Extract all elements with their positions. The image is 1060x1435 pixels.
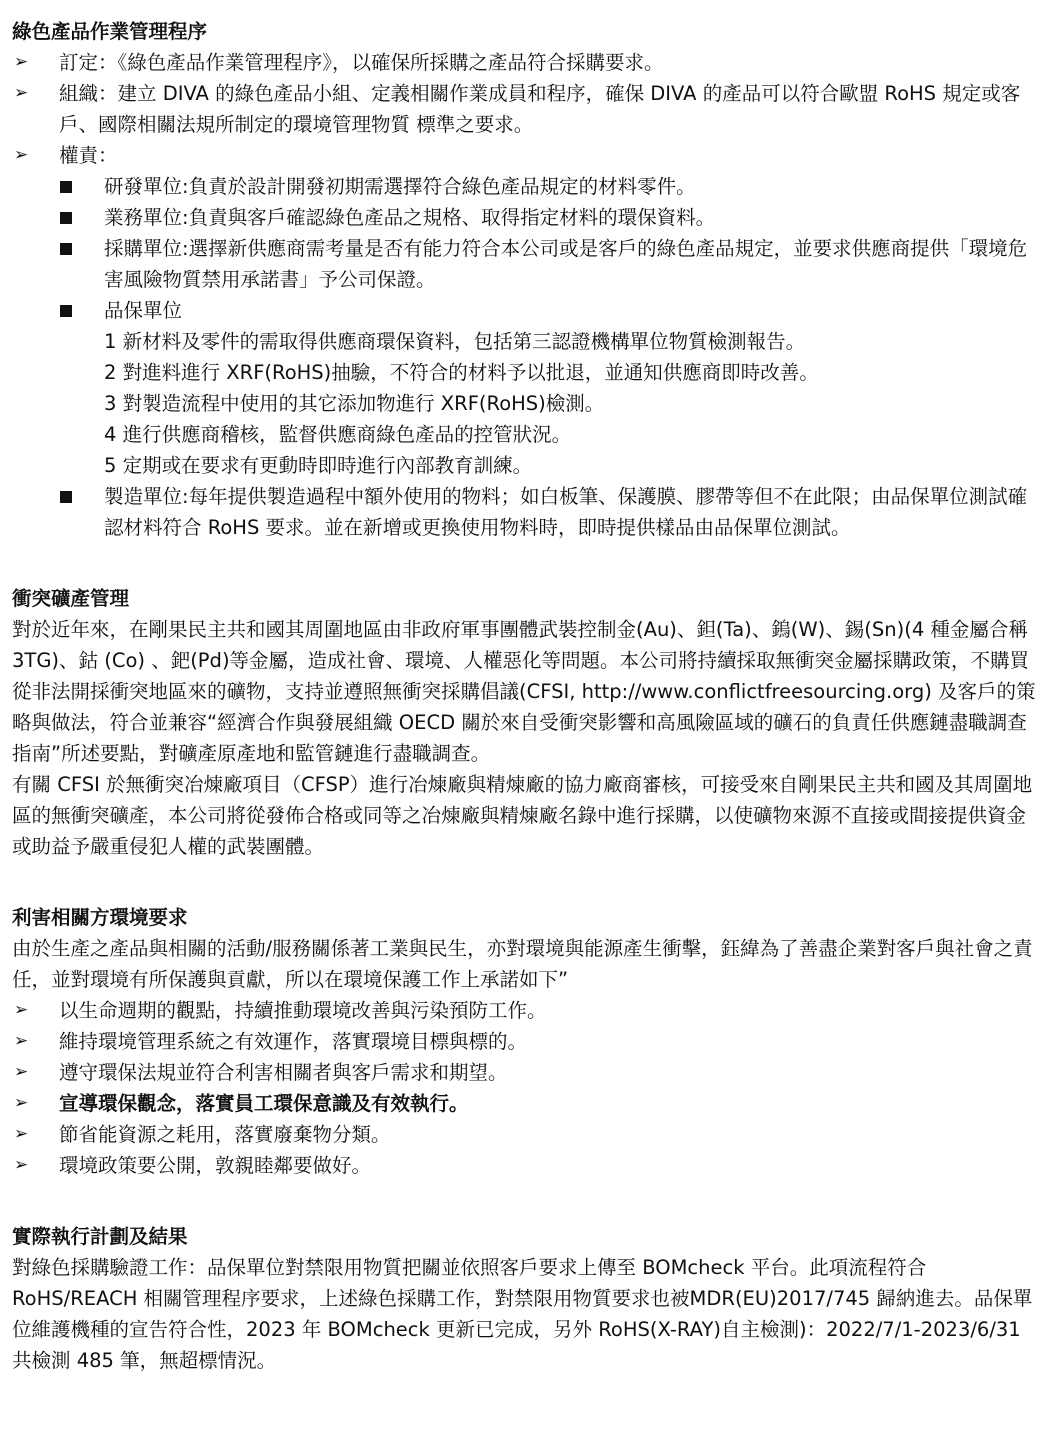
list-item-text: 組織：建立 DIVA 的綠色產品小組、定義相關作業成員和程序，確保 DIVA 的產品可以符合歐盟 RoHS 規定或客戶、國際相關法規所制定的環境管理物質 標準之要求。 — [59, 82, 1021, 136]
qa-step: 4 進行供應商稽核，監督供應商綠色產品的控管狀況。 — [104, 423, 572, 446]
arrow-bullet-icon: ➢ — [14, 145, 29, 165]
section-title-implementation-results: 實際執行計劃及結果 — [12, 1225, 188, 1248]
square-bullet-icon — [60, 491, 72, 503]
square-bullet-icon — [60, 212, 72, 224]
section-title-conflict-minerals: 衝突礦產管理 — [12, 587, 130, 610]
qa-step: 2 對進料進行 XRF(RoHS)抽驗，不符合的材料予以批退，並通知供應商即時改善。 — [104, 361, 819, 384]
list-item — [12, 1057, 1038, 1088]
duty-text: 研發單位:負責於設計開發初期需選擇符合綠色產品規定的材料零件。 — [104, 175, 696, 198]
arrow-bullet-icon: ➢ — [14, 83, 29, 103]
list-item-text: 遵守環保法規並符合利害相關者與客戶需求和期望。 — [59, 1061, 508, 1084]
stakeholder-intro: 由於生產之產品與相關的活動/服務關係著工業與民生，亦對環境與能源產生衝擊，鈺緯為了善盡企業對客戶與社會之責任，並對環境有所保護與貢獻，所以在環境保護工作上承諾如下” — [12, 937, 1033, 991]
duty-item — [12, 233, 1038, 295]
list-item — [12, 1119, 1038, 1150]
arrow-bullet-icon: ➢ — [14, 1124, 29, 1144]
duty-text: 製造單位:每年提供製造過程中額外使用的物料；如白板筆、保護膜、膠帶等但不在此限；由品保單位測試確認材料符合 RoHS 要求。並在新增或更換使用物料時，即時提供樣品由品保單位測試。 — [104, 485, 1028, 539]
cfsp-paragraph: 有關 CFSI 於無衝突冶煉廠項目（CFSP）進行冶煉廠與精煉廠的協力廠商審核，可接受來自剛果民主共和國及其周圍地區的無衝突礦產，本公司將從發佈合格或同等之冶煉廠與精煉廠名錄中進行採購，以使礦物來源不直接或間接提供資金或助益予嚴重侵犯人權的武裝團體。 — [12, 773, 1033, 858]
qa-step: 3 對製造流程中使用的其它添加物進行 XRF(RoHS)檢測。 — [104, 392, 605, 415]
list-item-text: 宣導環保觀念，落實員工環保意識及有效執行。 — [59, 1092, 469, 1115]
duty-text: 品保單位 — [104, 299, 183, 322]
list-item-text: 維持環境管理系統之有效運作，落實環境目標與標的。 — [59, 1030, 528, 1053]
square-bullet-icon — [60, 243, 72, 255]
list-item — [12, 1088, 1038, 1119]
conflict-minerals-paragraph: 對於近年來，在剛果民主共和國其周圍地區由非政府軍事團體武裝控制金(Au)、鉭(Ta)、鎢(W)、錫(Sn)(4 種金屬合稱 3TG)、鈷 (Co) 、鈀(Pd)等金屬，造成社會、環境、人權惡化等問題。本公司將持續採取無衝突金屬採購政策，不購買從非法開採衝突地區來的礦物，支持並遵照無衝突採購倡議(CFSI, http://www.conflictfreesourcing.org) 及客戶的策略與做法，符合並兼容“經濟合作與發展組織 OECD 關於來自受衝突影響和高風險區域的礦石的負責任供應鏈盡職調查指南”所述要點，對礦產原產地和監管鏈進行盡職調查。 — [12, 618, 1036, 765]
list-item — [12, 1026, 1038, 1057]
arrow-bullet-icon: ➢ — [14, 1155, 29, 1175]
duty-item — [12, 481, 1038, 543]
duty-item — [12, 171, 1038, 202]
list-item — [12, 140, 1038, 171]
list-item — [12, 78, 1038, 140]
arrow-bullet-icon: ➢ — [14, 1031, 29, 1051]
arrow-bullet-icon: ➢ — [14, 1062, 29, 1082]
list-item — [12, 995, 1038, 1026]
duty-text: 業務單位:負責與客戶確認綠色產品之規格、取得指定材料的環保資料。 — [104, 206, 716, 229]
implementation-paragraph: 對綠色採購驗證工作：品保單位對禁限用物質把關並依照客戶要求上傳至 BOMcheck 平台。此項流程符合 RoHS/REACH 相關管理程序要求，上述綠色採購工作，對禁限用物質要求也被MDR(EU)2017/745 歸納進去。品保單位維護機種的宣告符合性，2023 年 BOMcheck 更新已完成，另外 RoHS(X-RAY)自主檢測)：2022/7/1-2023/6/31 共檢測 485 筆，無超標情況。 — [12, 1256, 1033, 1372]
duty-item — [12, 202, 1038, 233]
qa-step: 1 新材料及零件的需取得供應商環保資料，包括第三認證機構單位物質檢測報告。 — [104, 330, 806, 353]
list-item-text: 節省能資源之耗用，落實廢棄物分類。 — [59, 1123, 391, 1146]
square-bullet-icon — [60, 305, 72, 317]
section-title-stakeholder-requirements: 利害相關方環境要求 — [12, 906, 188, 929]
list-item-text: 以生命週期的觀點，持續推動環境改善與污染預防工作。 — [59, 999, 547, 1022]
arrow-bullet-icon: ➢ — [14, 1093, 29, 1113]
section-title-green-products: 綠色產品作業管理程序 — [12, 20, 208, 43]
list-item-text: 訂定：《綠色產品作業管理程序》，以確保所採購之產品符合採購要求。 — [59, 51, 664, 74]
list-item-text: 環境政策要公開，敦親睦鄰要做好。 — [59, 1154, 372, 1177]
duty-text: 採購單位:選擇新供應商需考量是否有能力符合本公司或是客戶的綠色產品規定，並要求供應商提供「環境危害風險物質禁用承諾書」予公司保證。 — [104, 237, 1028, 291]
list-item — [12, 1150, 1038, 1181]
duty-item — [12, 295, 1038, 326]
arrow-bullet-icon: ➢ — [14, 52, 29, 72]
list-item — [12, 47, 1038, 78]
list-item-text: 權責： — [59, 144, 118, 167]
qa-step: 5 定期或在要求有更動時即時進行內部教育訓練。 — [104, 454, 533, 477]
arrow-bullet-icon: ➢ — [14, 1000, 29, 1020]
square-bullet-icon — [60, 181, 72, 193]
